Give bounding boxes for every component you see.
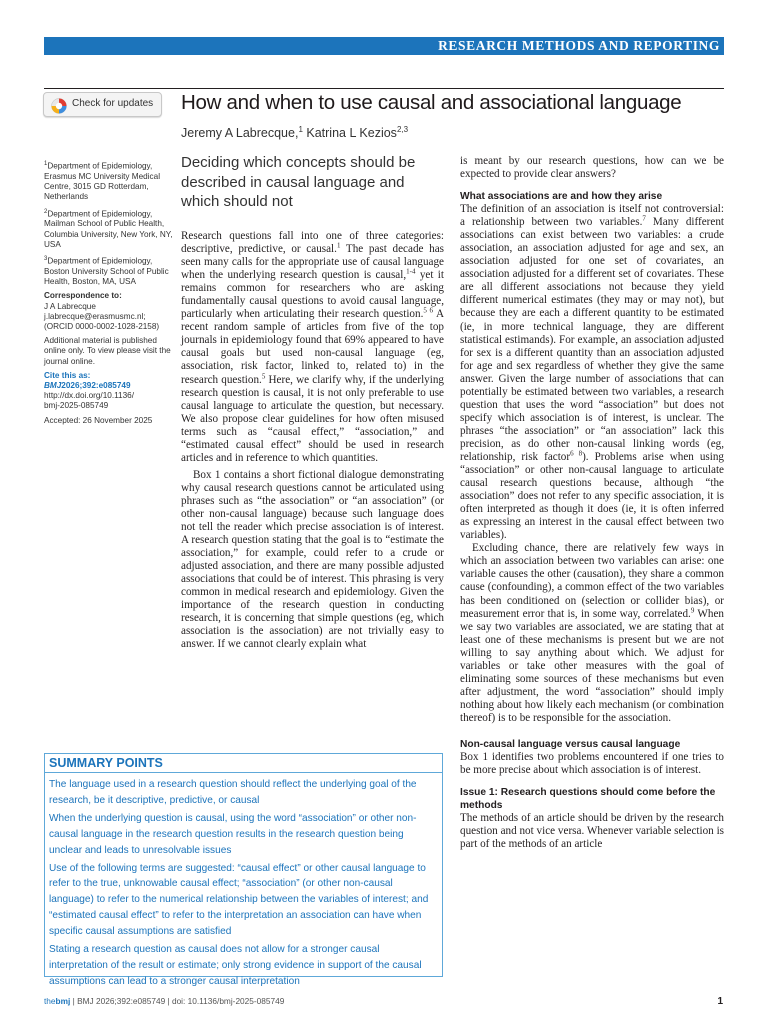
paragraph: Excluding chance, there are relatively few ways in which an association between two variables can arise: one variable causes the other (causation), they share a common cause (confounding), a common effect of the two variables has been conditioned on (selection or collider bias), or measurement error that is, in some way, correlated.$^9$ When we say two variables are associated, we are stating that at least one of these mechanisms is present but we are not willing to say anything about which. We adjust for variables or take other measures with the goal of eliminating some sources of these mechanisms but even after adjustment, the word “association” should imply nothing about how likely each mechanism (or combination thereof) is to be responsible for the association.	[460, 542, 724, 724]
body-column-left	[181, 230, 444, 652]
author-name: Katrina L Kezios	[306, 126, 397, 141]
summary-point: The language used in a research question should reflect the underlying goal of the research, be it descriptive, predictive, or causal	[49, 779, 417, 806]
body-column-right	[460, 155, 724, 851]
summary-divider	[45, 772, 442, 773]
check-for-updates-button[interactable]	[43, 92, 162, 117]
accepted-date: Accepted: 26 November 2025	[44, 415, 153, 425]
paragraph: Box 1 identifies two problems encountered if one tries to be more precise about which association is of interest.	[460, 750, 724, 777]
affiliation-marker: 1	[298, 125, 303, 134]
summary-point: When the underlying question is causal, using the word “association” or other non-causal language in the research question results in the research question being unclear and leads to unresolvable issues	[49, 812, 417, 856]
article-title: How and when to use causal and associational language	[181, 91, 682, 114]
correspondence-label: Correspondence to:	[44, 291, 122, 301]
author-name: Jeremy A Labrecque,	[181, 126, 299, 141]
paragraph: Research questions fall into one of three categories: descriptive, predictive, or causal.$^1$ The past decade has seen many calls for the appropriate use of causal language when the underlying research question is causal,$^{1-4}$ yet it remains common for researchers who are asking fundamentally causal questions to avoid causal language, particularly when articulating their research question.$^{5 6}$ A recent random sample of articles from five of the top journals in epidemiology found that 69% appeared to have causal goals but used non-causal language (eg, association, risk factor, linked to, related to) in the research question.$^5$ Here, we clarify why, if the underlying research question is causal, it is not only preferable to use causal language to articulate the question, but necessary. We also propose clear guidelines for how often misused terms such as “causal effect,” “association,” and “estimated causal effect” should be used in research articles and in reference to which quantities.	[181, 230, 445, 464]
doi-link[interactable]: http://dx.doi.org/10.1136/	[44, 391, 134, 401]
cite-label: Cite this as:	[44, 370, 91, 380]
cite-journal: BMJ	[44, 381, 62, 391]
check-for-updates-label: Check for updates	[72, 98, 154, 109]
affiliations-sidebar	[44, 159, 176, 430]
summary-heading: SUMMARY POINTS	[49, 756, 163, 770]
cite-reference: 2026;392:e085749	[61, 381, 131, 391]
author-list	[181, 125, 408, 140]
affiliation: $^2$Department of Epidemiology, Mailman School of Public Health, Columbia University, New York, NY, USA	[44, 208, 173, 249]
affiliation-marker: 2,3	[396, 125, 409, 134]
summary-list	[49, 777, 438, 992]
subsection-heading: Issue 1: Research questions should come before the methods	[460, 787, 716, 812]
crossmark-icon	[51, 98, 67, 114]
footer-citation: | BMJ 2026;392:e085749 | doi: 10.1136/bmj-2025-085749	[70, 996, 285, 1006]
doi-link-continued[interactable]: bmj-2025-085749	[44, 401, 109, 411]
correspondence-orcid: (ORCID 0000-0002-1028-2158)	[44, 322, 160, 332]
paragraph: is meant by our research questions, how can we be expected to provide clear answers?	[460, 155, 724, 181]
correspondence-email[interactable]: j.labrecque@erasmusmc.nl;	[44, 311, 146, 321]
additional-material-note: Additional material is published online only. To view please visit the journal online.	[44, 336, 171, 366]
summary-point: Use of the following terms are suggested: “causal effect” or other causal language to refer to the true, unknowable causal effect; “association” (or other non-causal language) to refer to the numerical relationship between the variables of interest; and “estimated causal effect” to refer to the interpretation an association can have when specific causal assumptions are satisfied	[49, 862, 429, 938]
section-banner	[44, 37, 724, 55]
standfirst: Deciding which concepts should be described in causal language and which should not	[181, 154, 416, 210]
page-footer	[44, 996, 284, 1006]
cite-this-as	[44, 371, 176, 412]
paragraph: The definition of an association is itself not controversial: a relationship between two variables.$^7$ Many different associations can exist between two variables: a crude association, an association adjusted for age and sex, an association adjusted for one set of covariates, an association adjusted for a different set of covariates. These are all different associations not because they yield different numerical estimates (they may or may not), but because they are each a different quantity to be estimated (ie, in more technical language, they are different statistical estimands). For example, an association adjusted for sex is a different quantity than an association adjusted for age and sex regardless of whether they give the same answer. Given the large number of associations that can potentially be estimated between two variables, a research question that uses the word “association” but does not specify which association is of interest, is unclear. The phrases “the association” or “an association” lack this precision, as do other non-causal linking words (eg, relationship, risk factor$^{6 8}$). Problems arise when using “association” or other non-causal language to articulate causal research questions because, although “the association” does not refer to any specific association, it is often interpreted as though it does (ie, it is often inferred as expressing an interest in the causal effect between two variables).	[460, 203, 725, 542]
section-heading: Non-causal language versus causal language	[460, 738, 681, 750]
journal-logo-prefix: the	[44, 996, 56, 1006]
paragraph: Box 1 contains a short fictional dialogue demonstrating why causal research questions cannot be articulated using phrases such as “the association” or “an association” (or other non-causal language) because such language does not tell the reader which precise association is of interest. A research question stating that the goal is to “estimate the association,” for example, could refer to a crude or adjusted association, and there are many possible adjusted associations that could be of interest. This phrasing is very common in medical research and epidemiology. Given the importance of the research question in conducting research, it is concerning that simple questions (eg, which association is the association) are not trivially easy to answer. If we cannot clearly explain what	[181, 468, 444, 651]
paragraph: The methods of an article should be driven by the research question and not vice versa. Whenever variable selection is part of the methods of an article	[460, 812, 724, 851]
title-divider	[44, 88, 724, 89]
affiliation: $^3$Department of Epidemiology, Boston University School of Public Health, Boston, MA, USA	[44, 256, 169, 287]
section-label: RESEARCH METHODS AND REPORTING	[438, 38, 720, 53]
correspondence-name: J A Labrecque	[44, 301, 96, 311]
summary-points-box	[44, 753, 443, 987]
section-heading: What associations are and how they arise	[460, 191, 663, 203]
journal-logo: bmj	[55, 996, 71, 1006]
page-number: 1	[717, 996, 723, 1007]
affiliation: $^1$Department of Epidemiology, Erasmus MC University Medical Centre, 3015 GD Rotterdam, Netherlands	[44, 161, 161, 202]
correspondence	[44, 291, 176, 332]
summary-point: Stating a research question as causal does not allow for a stronger causal interpretation of the result or estimate; only strong evidence in support of the causal assumptions can lead to a stronger causal interpretation	[49, 944, 422, 987]
